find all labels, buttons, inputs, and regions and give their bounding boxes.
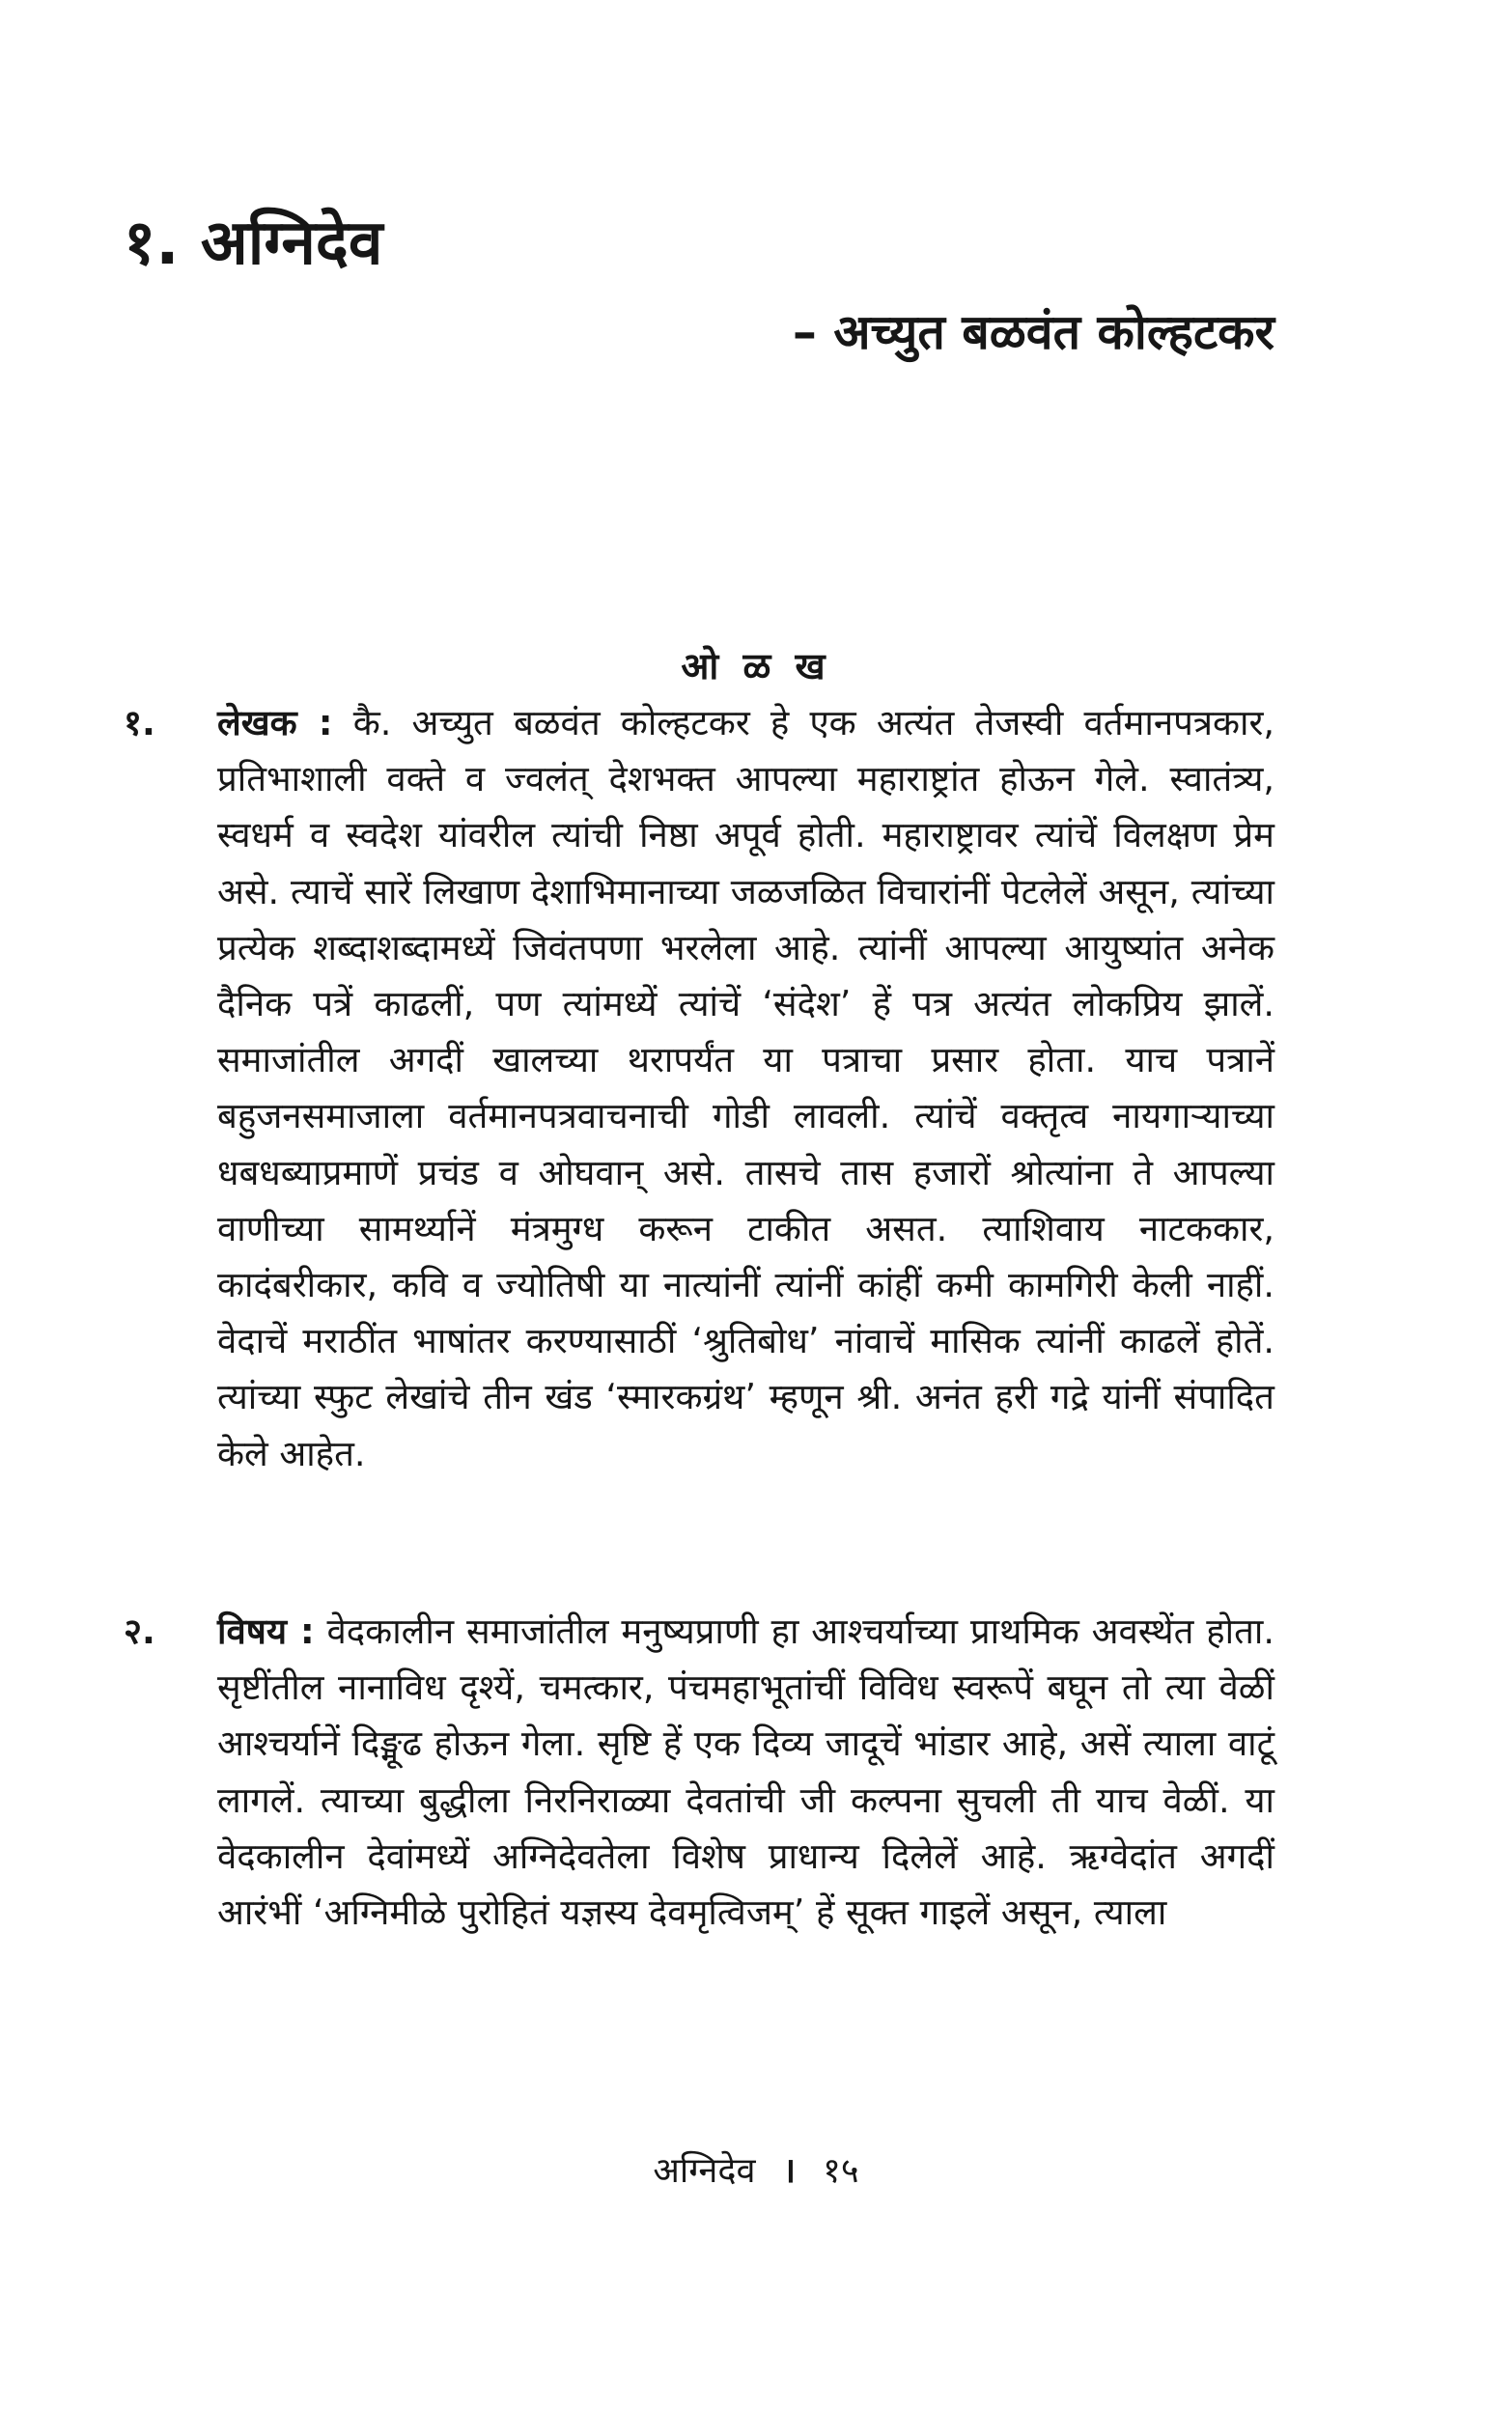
paragraph-author-intro bbox=[124, 695, 1274, 1482]
paragraph-text: वेदकालीन समाजांतील मनुष्यप्राणी हा आश्चर्याच्या प्राथमिक अवस्थेंत होता. सृष्टींतील नानाविध दृश्यें, चमत्कार, पंचमहाभूतांचीं विविध स्वरूपें बघून तो त्या वेळीं आश्चर्यानें दिङ्मूढ होऊन गेला. सृष्टि हें एक दिव्य जादूचें भांडार आहे, असें त्याला वाटूं लागलें. त्याच्या बुद्धीला निरनिराळ्या देवतांची जी कल्पना सुचली ती याच वेळीं. या वेदकालीन देवांमध्यें अग्निदेवतेला विशेष प्राधान्य दिलेलें आहे. ऋग्वेदांत अगदीं आरंभीं ‘अग्निमीळे पुरोहितं यज्ञस्य देवमृत्विजम्’ हें सूक्त गाइलें असून, त्याला bbox=[217, 1611, 1274, 1934]
paragraph-number: १. bbox=[124, 702, 155, 743]
paragraph-body bbox=[217, 1604, 1274, 1941]
page-footer bbox=[0, 2145, 1512, 2193]
footer-separator: । bbox=[782, 2151, 797, 2191]
chapter-title: १. अग्निदेव bbox=[124, 208, 383, 279]
paragraph-text: कै. अच्युत बळवंत कोल्हटकर हे एक अत्यंत तेजस्वी वर्तमानपत्रकार, प्रतिभाशाली वक्ते व ज्वलंत् देशभक्त आपल्या महाराष्ट्रांत होऊन गेले. स्वातंत्र्य, स्वधर्म व स्वदेश यांवरील त्यांची निष्ठा अपूर्व होती. महाराष्ट्रावर त्यांचें विलक्षण प्रेम असे. त्याचें सारें लिखाण देशाभिमानाच्या जळजळित विचारांनीं पेटलेलें असून, त्यांच्या प्रत्येक शब्दाशब्दामध्यें जिवंतपणा भरलेला आहे. त्यांनीं आपल्या आयुष्यांत अनेक दैनिक पत्रें काढलीं, पण त्यांमध्यें त्यांचें ‘संदेश’ हें पत्र अत्यंत लोकप्रिय झालें. समाजांतील अगदीं खालच्या थरापर्यंत या पत्राचा प्रसार होता. याच पत्रानें बहुजनसमाजाला वर्तमानपत्रवाचनाची गोडी लावली. त्यांचें वक्तृत्व नायगाऱ्याच्या धबधब्याप्रमाणें प्रचंड व ओघवान् असे. तासचे तास हजारों श्रोत्यांना ते आपल्या वाणीच्या सामर्थ्यानें मंत्रमुग्ध करून टाकीत असत. त्याशिवाय नाटककार, कादंबरीकार, कवि व ज्योतिषी या नात्यांनीं त्यांनीं कांहीं कमी कामगिरी केली नाहीं. वेदाचें मराठींत भाषांतर करण्यासाठीं ‘श्रुतिबोध’ नांवाचें मासिक त्यांनीं काढलें होतें. त्यांच्या स्फुट लेखांचे तीन खंड ‘स्मारकग्रंथ’ म्हणून श्री. अनंत हरी गद्रे यांनीं संपादित केले आहेत. bbox=[217, 702, 1274, 1474]
paragraph-label: लेखक : bbox=[217, 702, 333, 743]
chapter-author: – अच्युत बळवंत कोल्हटकर bbox=[792, 304, 1274, 360]
page-number: १५ bbox=[823, 2151, 859, 2191]
paragraph-number: २. bbox=[124, 1611, 155, 1652]
running-title: अग्निदेव bbox=[653, 2151, 756, 2191]
paragraph-body bbox=[217, 695, 1274, 1482]
paragraph-subject bbox=[124, 1604, 1274, 1941]
section-heading: ओ ळ ख bbox=[681, 645, 831, 687]
paragraph-label: विषय : bbox=[217, 1611, 315, 1652]
